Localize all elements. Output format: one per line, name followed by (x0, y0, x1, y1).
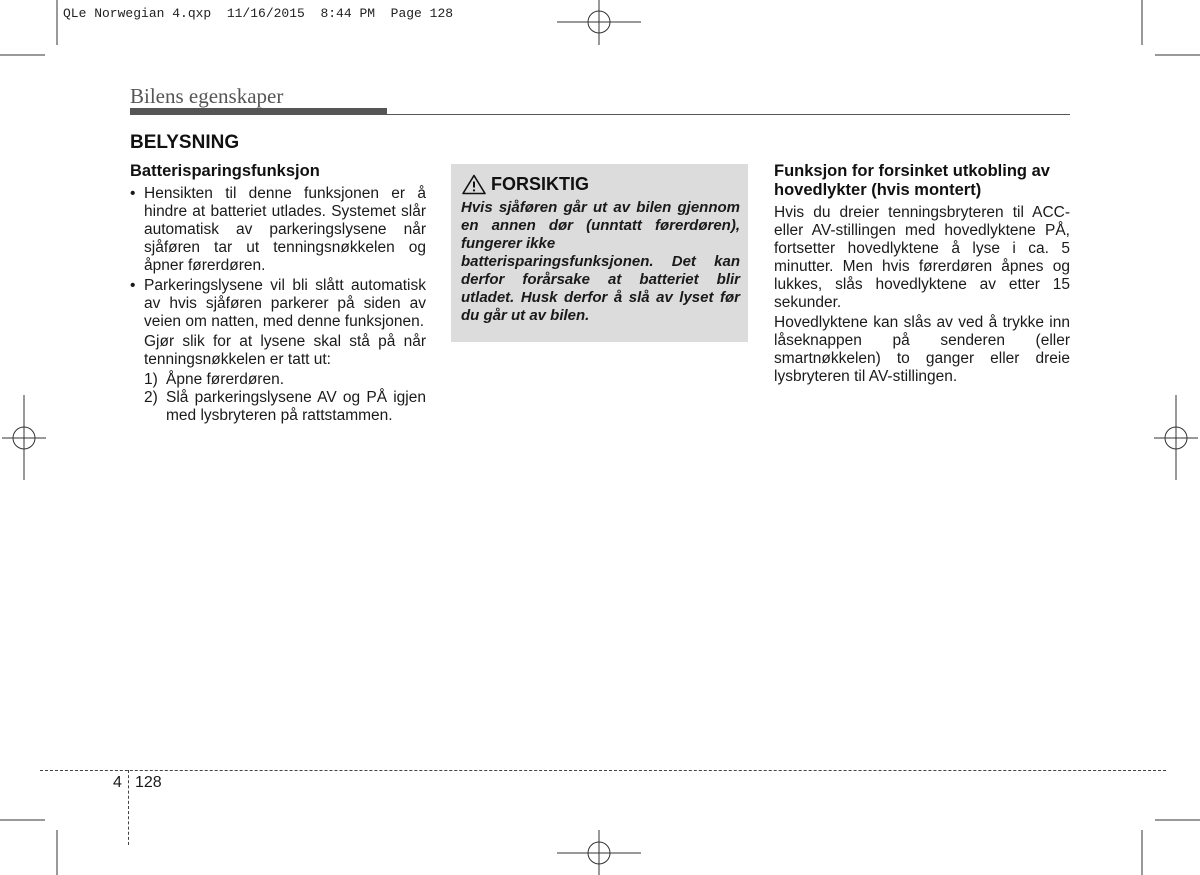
column-headlight-delay (774, 162, 1070, 388)
header-bar (130, 108, 387, 115)
header-rule (387, 114, 1070, 115)
battery-saver-steps (130, 371, 426, 425)
battery-saver-bullets (130, 185, 426, 331)
footer-divider (128, 770, 129, 845)
step-item (144, 371, 426, 389)
headlight-delay-heading: Funksjon for forsinket utkobling av hovedlykter (hvis montert) (774, 162, 1050, 199)
warning-triangle-icon (462, 174, 486, 195)
running-header-title: Bilens egenskaper (130, 84, 284, 108)
step-text: Åpne førerdøren. (166, 371, 285, 388)
headlight-delay-text: Hvis du dreier tenningsbryteren til ACC-eller AV-stillingen med hovedlyktene PÅ, fortsetter hovedlyktene å lyse i ca. 5 minutter. Men hvis førerdøren åpnes og lukkes, slås hovedlyktene av etter 15 sekunder. (774, 204, 1070, 311)
caution-header (462, 174, 589, 195)
footer-rule (40, 770, 1166, 771)
caution-text: batterisparingsfunksjonen. Det kan derfor forårsake at batteriet blir utladet. Husk derfor å slå av lyset før du går ut av bilen. (461, 253, 740, 324)
battery-saver-note: Gjør slik for at lysene skal stå på når tenningsnøkkelen er tatt ut: (144, 333, 426, 368)
step-number: 2) (144, 389, 158, 406)
step-item (144, 389, 426, 425)
chapter-number: 4 (113, 774, 122, 791)
battery-saver-heading: Batterisparingsfunksjon (130, 162, 320, 180)
bullet-item: • Hensikten til denne funksjonen er å hindre at batteriet utlades. Systemet slår automatisk av parkeringslysene når sjåføren tar ut tenningsnøkkelen og åpner førerdøren. (130, 185, 426, 275)
caution-text: Hvis sjåføren går ut av bilen gjennom en annen dør (unntatt førerdøren), fungerer ikke (461, 199, 740, 252)
section-title: BELYSNING (130, 132, 240, 153)
caution-box (451, 164, 748, 342)
step-text: Slå parkeringslysene AV og PÅ igjen med lysbryteren på rattstammen. (166, 389, 426, 424)
caution-body (461, 199, 740, 325)
bullet-item: • Parkeringslysene vil bli slått automatisk av hvis sjåføren parkerer på siden av veien om natten, med denne funksjonen. (130, 277, 426, 331)
headlight-delay-text: Hovedlyktene kan slås av ved å trykke inn låseknappen på senderen (eller smartnøkkelen) to ganger eller dreie lysbryteren til AV-stillingen. (774, 314, 1070, 385)
column-battery-saver (130, 162, 426, 425)
page-number: 128 (135, 774, 162, 791)
print-slug: QLe Norwegian 4.qxp 11/16/2015 8:44 PM Page 128 (63, 6, 454, 21)
caution-title: FORSIKTIG (491, 174, 589, 194)
step-number: 1) (144, 371, 158, 388)
